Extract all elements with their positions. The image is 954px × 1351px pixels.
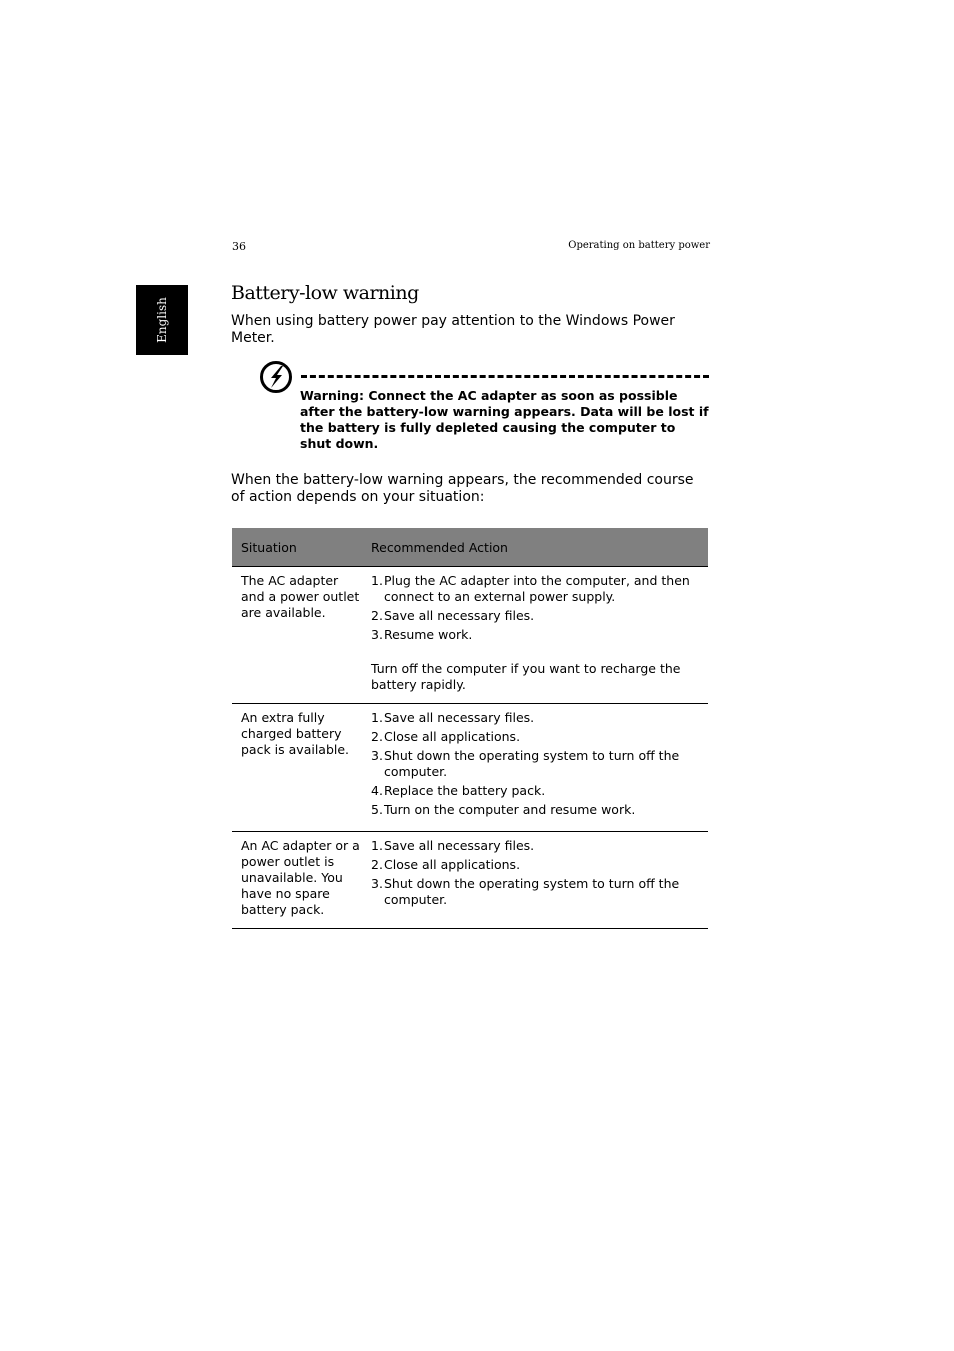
action-step: 2. Close all applications. bbox=[371, 857, 521, 872]
situation-cell: The AC adapter and a power outlet are available. bbox=[232, 567, 362, 704]
warning-bolt-icon bbox=[259, 360, 293, 394]
page-number: 36 bbox=[232, 240, 246, 253]
action-step: 2. Close all applications. bbox=[371, 729, 521, 744]
running-title: Operating on battery power bbox=[568, 240, 710, 251]
column-header-situation: Situation bbox=[232, 528, 362, 567]
section-title: Battery-low warning bbox=[231, 282, 419, 304]
action-step: 3. Shut down the operating system to turn off the computer. bbox=[371, 748, 680, 779]
action-cell bbox=[362, 704, 708, 832]
action-step: 2. Save all necessary files. bbox=[371, 608, 535, 623]
column-header-action: Recommended Action bbox=[362, 528, 708, 567]
language-tab-label: English bbox=[154, 297, 169, 343]
action-step: 4. Replace the battery pack. bbox=[371, 783, 546, 798]
language-tab bbox=[136, 285, 188, 355]
action-steps bbox=[371, 710, 708, 818]
situation-cell: An extra fully charged battery pack is available. bbox=[232, 704, 362, 832]
intro-paragraph: When using battery power pay attention to the Windows Power Meter. bbox=[231, 313, 675, 346]
action-step: 3. Shut down the operating system to turn off the computer. bbox=[371, 876, 680, 907]
table-row bbox=[232, 567, 708, 704]
action-step: 1. Save all necessary files. bbox=[371, 710, 535, 725]
action-step: 1. Plug the AC adapter into the computer, and then connect to an external power supply. bbox=[371, 573, 690, 604]
situation-cell: An AC adapter or a power outlet is unavailable. You have no spare battery pack. bbox=[232, 832, 362, 929]
table-header-row bbox=[232, 528, 708, 567]
table-row bbox=[232, 704, 708, 832]
body-paragraph: When the battery-low warning appears, the recommended course of action depends on your situation: bbox=[231, 472, 694, 505]
action-steps bbox=[371, 838, 708, 908]
action-step: 5. Turn on the computer and resume work. bbox=[371, 802, 636, 817]
action-steps bbox=[371, 573, 708, 643]
warning-text: Warning: Connect the AC adapter as soon as possible after the battery-low warning appears. Data will be lost if the battery is fully depleted causing the computer to shut down. bbox=[300, 388, 709, 451]
table-row bbox=[232, 832, 708, 929]
action-step: 3. Resume work. bbox=[371, 627, 473, 642]
action-cell bbox=[362, 832, 708, 929]
recommended-actions-table bbox=[232, 528, 708, 929]
action-step: 1. Save all necessary files. bbox=[371, 838, 535, 853]
action-cell bbox=[362, 567, 708, 704]
action-note: Turn off the computer if you want to recharge the battery rapidly. bbox=[371, 661, 681, 692]
warning-divider bbox=[301, 375, 709, 378]
